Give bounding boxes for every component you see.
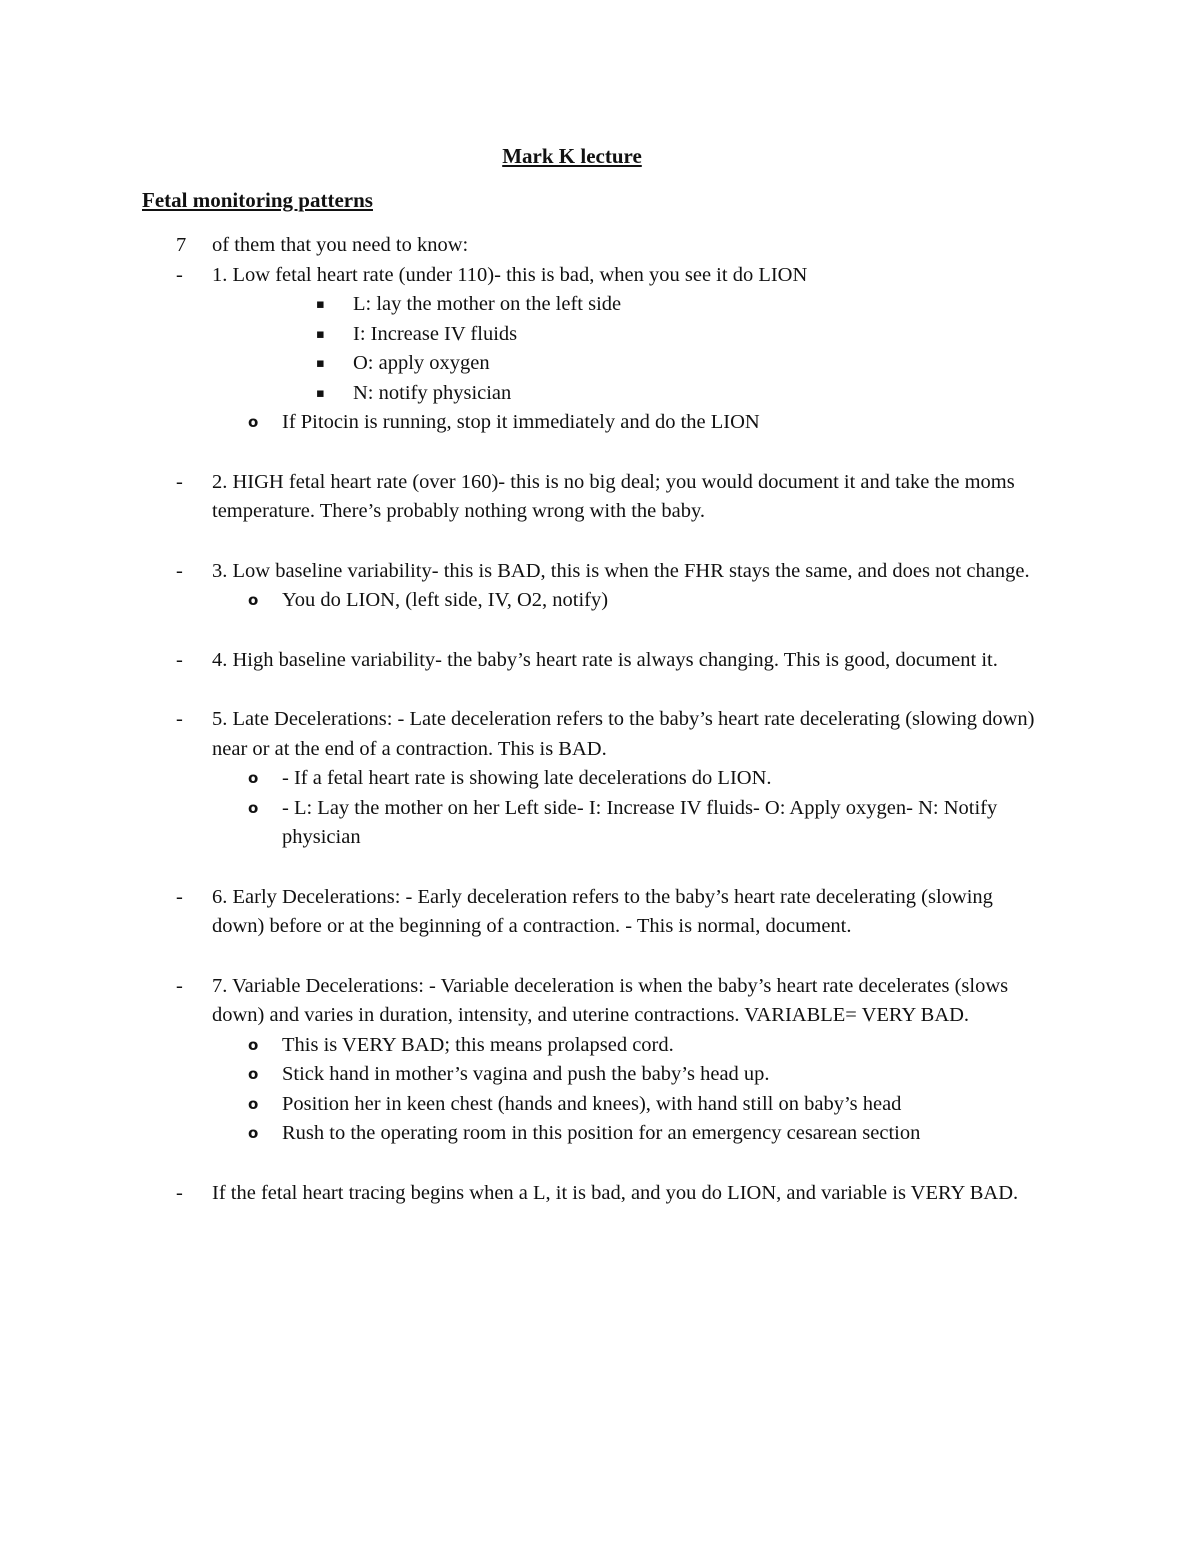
spacer: [0, 942, 1200, 972]
sub-list-item: [0, 586, 1042, 616]
list-marker: -: [176, 470, 183, 493]
list-item-text: 2. HIGH fetal heart rate (over 160)- this is no big deal; you would document it and take the moms temperature. There’s probably nothing wrong with the baby.: [212, 470, 1015, 522]
spacer: [0, 1149, 1200, 1179]
sub-list-item-text: This is VERY BAD; this means prolapsed cord.: [282, 1033, 674, 1056]
spacer: [0, 438, 1200, 468]
sub-list-item-text: Rush to the operating room in this position for an emergency cesarean section: [282, 1122, 921, 1144]
sub-list-item-text: N: notify physician: [353, 381, 512, 404]
circle-bullet-icon: o: [248, 1124, 259, 1142]
section-heading: Fetal monitoring patterns: [142, 188, 373, 212]
list-marker: -: [176, 263, 183, 286]
sub-list-item-text: Position her in keen chest (hands and knees), with hand still on baby’s head: [282, 1092, 902, 1115]
circle-bullet-icon: o: [248, 1094, 259, 1113]
circle-bullet-icon: o: [248, 1035, 259, 1054]
list-item: [0, 231, 1042, 261]
sub-list-item: [0, 794, 1042, 853]
sub-list-item: [0, 408, 1042, 438]
list-item-text: 4. High baseline variability- the baby’s heart rate is always changing. This is good, document it.: [212, 648, 998, 671]
sub-list-item: [0, 1060, 1042, 1090]
sub-list-item: [0, 349, 1043, 379]
sub-list-item: [0, 320, 1043, 350]
square-bullet-icon: ▪: [316, 385, 325, 401]
list-item: [0, 972, 1042, 1031]
list-item-text: If the fetal heart tracing begins when a L, it is bad, and you do LION, and variable is VERY BAD.: [212, 1181, 1019, 1204]
sub-list-item: [0, 290, 1043, 320]
sub-list-item-text: Stick hand in mother’s vagina and push the baby’s head up.: [282, 1063, 770, 1085]
sub-list-item-text: L: lay the mother on the left side: [353, 293, 622, 315]
spacer: [0, 853, 1200, 883]
list-marker: -: [176, 648, 183, 671]
list-item-text: 7. Variable Decelerations: - Variable deceleration is when the baby’s heart rate decelerates (slows down) and varies in duration, intensity, and uterine contractions. VARIABLE= VERY BAD.: [212, 974, 1009, 1026]
circle-bullet-icon: o: [248, 591, 259, 609]
list-item-text: of them that you need to know:: [212, 234, 469, 256]
circle-bullet-icon: o: [248, 769, 259, 787]
square-bullet-icon: ▪: [316, 326, 325, 342]
list-item: [0, 468, 1042, 527]
list-item: [0, 557, 1042, 587]
list-marker: -: [176, 559, 183, 582]
list-marker: -: [176, 885, 183, 908]
list-item-text: 5. Late Decelerations: - Late deceleration refers to the baby’s heart rate decelerating (slowing down) near or at the end of a contraction. This is BAD.: [212, 708, 1035, 760]
square-bullet-icon: ▪: [316, 356, 325, 371]
sub-list-item: [0, 1119, 1042, 1149]
spacer: [0, 527, 1200, 557]
square-bullet-icon: ▪: [316, 297, 325, 312]
sub-list-item-text: O: apply oxygen: [353, 352, 490, 374]
spacer: [0, 675, 1200, 705]
circle-bullet-icon: o: [248, 1065, 259, 1083]
sub-list-item-text: - If a fetal heart rate is showing late decelerations do LION.: [282, 767, 772, 789]
list-item-text: 1. Low fetal heart rate (under 110)- this is bad, when you see it do LION: [212, 263, 808, 286]
list-item: [0, 705, 1042, 764]
circle-bullet-icon: o: [248, 413, 259, 431]
list-item: [0, 646, 1042, 676]
sub-list-item-text: I: Increase IV fluids: [353, 322, 518, 345]
list-item: [0, 261, 1042, 291]
list-item-text: 3. Low baseline variability- this is BAD, this is when the FHR stays the same, and does not change.: [212, 559, 1030, 582]
page-title: Mark K lecture: [502, 144, 642, 168]
list-marker: -: [176, 708, 183, 730]
circle-bullet-icon: o: [248, 798, 259, 817]
spacer: [0, 616, 1200, 646]
list-content: [0, 231, 1200, 1208]
sub-list-item-text: - L: Lay the mother on her Left side- I: Increase IV fluids- O: Apply oxygen- N: Notify physician: [282, 796, 998, 848]
list-marker: -: [176, 1181, 183, 1204]
sub-list-item-text: You do LION, (left side, IV, O2, notify): [282, 589, 609, 611]
list-marker: -: [176, 974, 183, 997]
list-item: [0, 883, 1042, 942]
sub-list-item: [0, 764, 1042, 794]
sub-list-item: [0, 1090, 1042, 1120]
sub-list-item: [0, 1031, 1042, 1061]
sub-list-item-text: If Pitocin is running, stop it immediately and do the LION: [282, 411, 760, 433]
list-item-text: 6. Early Decelerations: - Early deceleration refers to the baby’s heart rate decelerating (slowing down) before or at the beginning of a contraction. - This is normal, document.: [212, 885, 993, 937]
list-item: [0, 1179, 1042, 1209]
list-marker: 7: [176, 234, 187, 256]
sub-list-item: [0, 379, 1043, 409]
